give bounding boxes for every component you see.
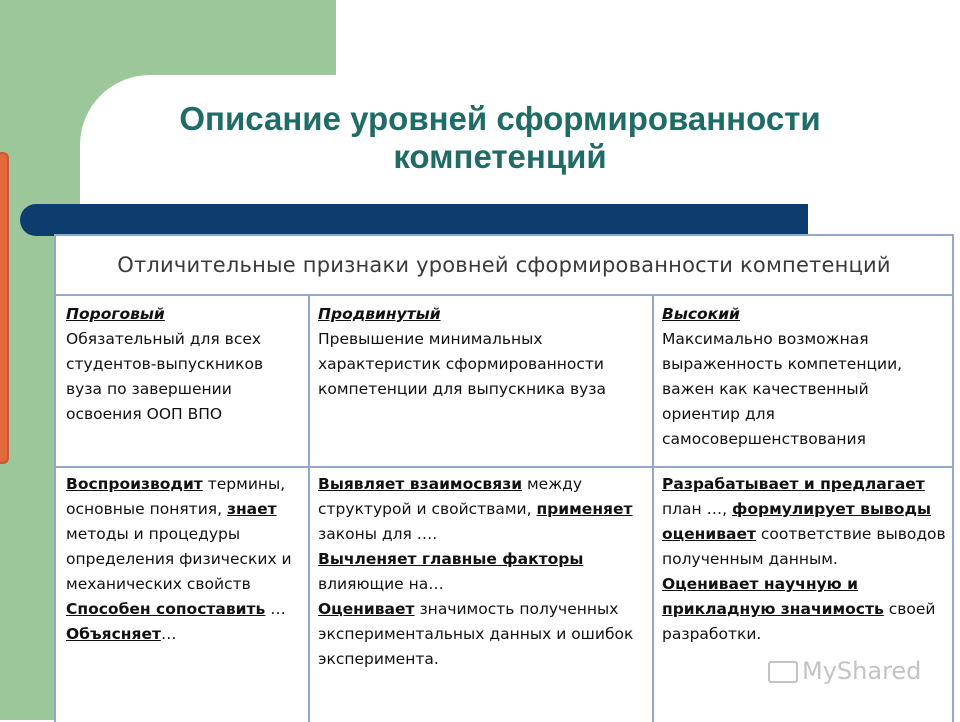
table-header: Отличительные признаки уровней сформированности компетенций bbox=[56, 236, 952, 296]
indicator-text: между структурой и свойствами, bbox=[318, 475, 583, 518]
indicator-text: методы и процедуры определения физических и механических свойств bbox=[66, 525, 292, 593]
title-underline-bar bbox=[20, 204, 808, 236]
action-verb: Выявляет взаимосвязи bbox=[318, 475, 523, 493]
indicator-text: термины, основные понятия, bbox=[66, 475, 286, 518]
competence-levels-table bbox=[54, 234, 954, 722]
orange-side-tab bbox=[0, 152, 9, 464]
indicator-text: своей разработки. bbox=[662, 600, 936, 643]
action-verb: Оценивает bbox=[318, 600, 415, 618]
indicator-text: … bbox=[265, 600, 286, 618]
level-cell-high bbox=[662, 302, 946, 452]
indicator-text: влияющие на… bbox=[318, 575, 444, 593]
indicator-text: … bbox=[160, 625, 177, 643]
column-divider bbox=[652, 294, 654, 722]
action-verb: Объясняет bbox=[66, 625, 161, 643]
action-verb: знает bbox=[226, 500, 277, 518]
level-name: Высокий bbox=[662, 305, 740, 323]
level-cell-threshold bbox=[66, 302, 302, 427]
action-verb: Разрабатывает и предлагает bbox=[662, 475, 925, 493]
level-description: Максимально возможная выраженность компетенции, важен как качественный ориентир для самосовершенствования bbox=[662, 330, 903, 448]
indicators-cell-advanced bbox=[318, 472, 644, 672]
slide-title: Описание уровней сформированности компетенций bbox=[179, 100, 821, 175]
level-cell-advanced bbox=[318, 302, 644, 402]
level-description: Превышение минимальных характеристик сформированности компетенции для выпускника вуза bbox=[318, 330, 607, 398]
indicators-cell-high bbox=[662, 472, 948, 647]
action-verb: Воспроизводит bbox=[66, 475, 203, 493]
indicator-text: план …, bbox=[662, 500, 732, 518]
action-verb: формулирует выводы bbox=[731, 500, 931, 518]
action-verb: Способен сопоставить bbox=[66, 600, 266, 618]
row-divider bbox=[56, 466, 952, 468]
level-name: Пороговый bbox=[66, 305, 165, 323]
level-description: Обязательный для всех студентов-выпускников вуза по завершении освоения ООП ВПО bbox=[66, 330, 264, 423]
indicator-text: соответствие выводов полученным данным. bbox=[662, 525, 946, 568]
watermark bbox=[768, 657, 921, 685]
presentation-icon bbox=[768, 661, 798, 683]
indicator-text: значимость полученных экспериментальных данных и ошибок эксперимента. bbox=[318, 600, 634, 668]
indicator-text: законы для …. bbox=[318, 525, 438, 543]
level-name: Продвинутый bbox=[318, 305, 441, 323]
action-verb: применяет bbox=[536, 500, 633, 518]
action-verb: Оценивает научную и прикладную значимость bbox=[662, 575, 884, 618]
action-verb: Вычленяет главные факторы bbox=[318, 550, 584, 568]
watermark-text: MyShared bbox=[802, 657, 922, 685]
indicators-cell-threshold bbox=[66, 472, 302, 647]
action-verb: оценивает bbox=[662, 525, 756, 543]
column-divider bbox=[308, 294, 310, 722]
